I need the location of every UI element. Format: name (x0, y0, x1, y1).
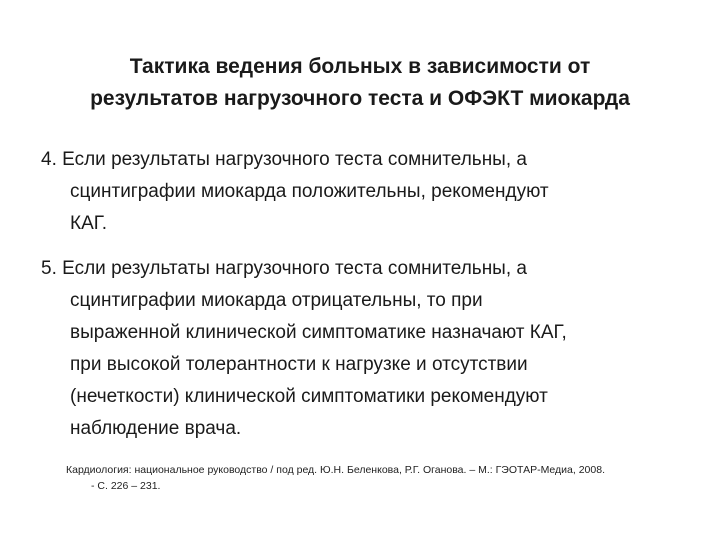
list-item-5-line-6: наблюдение врача. (70, 418, 242, 439)
reference-line-1: Кардиология: национальное руководство / под ред. Ю.Н. Беленкова, Р.Г. Оганова. – М.: ГЭОТАР-Медиа, 2008. (66, 464, 605, 476)
slide-title (20, 51, 700, 115)
list-item-5-line-5: (нечеткости) клинической симптоматики рекомендуют (70, 386, 548, 407)
reference-line-2: - С. 226 – 231. (91, 480, 161, 492)
list-item-4-line-1: 4. Если результаты нагрузочного теста сомнительны, а (41, 149, 527, 170)
list-item-5 (41, 253, 701, 445)
reference-citation (66, 462, 706, 494)
list-item-5-line-4: при высокой толерантности к нагрузке и отсутствии (70, 354, 528, 375)
list-item-4-line-3: КАГ. (70, 213, 107, 234)
list-item-5-line-2: сцинтиграфии миокарда отрицательны, то при (70, 290, 483, 311)
list-item-5-line-1: 5. Если результаты нагрузочного теста сомнительны, а (41, 258, 527, 279)
list-item-4-line-2: сцинтиграфии миокарда положительны, рекомендуют (70, 181, 549, 202)
slide-title-line-1: Тактика ведения больных в зависимости от (129, 55, 591, 78)
list-item-4 (41, 144, 701, 240)
list-item-5-line-3: выраженной клинической симптоматике назначают КАГ, (70, 322, 567, 343)
slide-title-line-2: результатов нагрузочного теста и ОФЭКТ миокарда (90, 87, 630, 110)
